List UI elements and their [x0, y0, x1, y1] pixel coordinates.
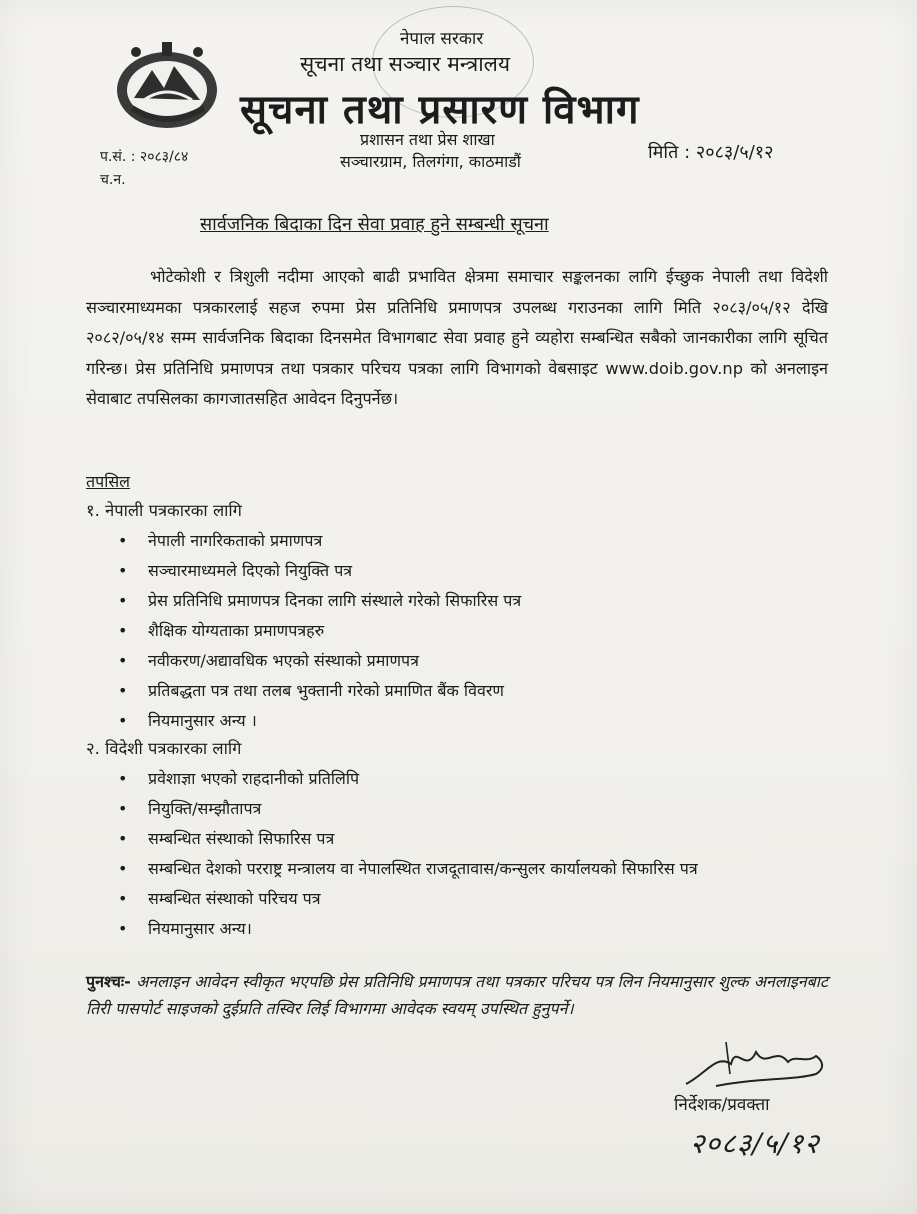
- list-item: • सम्बन्धित देशको परराष्ट्र मन्त्रालय वा नेपालस्थित राजदूतावास/कन्सुलर कार्यालयको सिफारिस पत्र: [118, 858, 838, 880]
- ministry-line: सूचना तथा सञ्चार मन्त्रालय: [300, 52, 511, 76]
- dispatch-number: च.न.: [100, 172, 126, 188]
- list-item: • सञ्चारमाध्यमले दिएको नियुक्ति पत्र: [118, 560, 838, 582]
- section-nepali-heading: १. नेपाली पत्रकारका लागि: [86, 501, 242, 520]
- list-item: • नियुक्ति/सम्झौतापत्र: [118, 798, 838, 820]
- details-heading: तपसिल: [86, 472, 131, 491]
- signatory-title: निर्देशक/प्रवक्ता: [674, 1095, 770, 1115]
- postscript-text: अनलाइन आवेदन स्वीकृत भएपछि प्रेस प्रतिनिधि प्रमाणपत्र तथा पत्रकार परिचय पत्र लिन नियमानुसार शुल्क अनलाइनबाट तिरी पासपोर्ट साइजको दुईप्रति तस्विर लिई विभागमा आवेदक स्वयम् उपस्थित हुनुपर्ने।: [86, 972, 828, 1018]
- list-item: • नेपाली नागरिकताको प्रमाणपत्र: [118, 530, 838, 552]
- branch-line: प्रशासन तथा प्रेस शाखा: [360, 130, 495, 149]
- signed-date: २०८३/५/१२: [690, 1127, 820, 1160]
- notice-subject: सार्वजनिक बिदाका दिन सेवा प्रवाह हुने सम्बन्धी सूचना: [200, 214, 549, 235]
- list-item: • सम्बन्धित संस्थाको परिचय पत्र: [118, 888, 838, 910]
- nepal-emblem-icon: [112, 38, 222, 132]
- letter-date: मिति : २०८३/५/१२: [648, 142, 774, 163]
- address-line: सञ्चारग्राम, तिलगंगा, काठमाडौं: [340, 152, 521, 171]
- notice-body: भोटेकोशी र त्रिशुली नदीमा आएको बाढी प्रभावित क्षेत्रमा समाचार सङ्कलनका लागि ईच्छुक नेपाली तथा विदेशी सञ्चारमाध्यमका पत्रकारलाई सहज रुपमा प्रेस प्रतिनिधि प्रमाणपत्र उपलब्ध गराउनका लागि मिति २०८३/०५/१२ देखि २०८२/०५/१४ सम्म सार्वजनिक बिदाका दिनसमेत विभागबाट सेवा प्रवाह हुने व्यहोरा सम्बन्धित सबैको जानकारीका लागि सूचित गरिन्छ। प्रेस प्रतिनिधि प्रमाणपत्र तथा पत्रकार परिचय पत्रका लागि विभागको वेबसाइट www.doib.gov.np को अनलाइन सेवाबाट तपसिलका कागजातसहित आवेदन दिनुपर्नेछ।: [86, 267, 828, 408]
- department-title: सूचना तथा प्रसारण विभाग: [240, 87, 640, 133]
- letter-number: प.सं. : २०८३/८४: [100, 149, 189, 165]
- nepali-requirements-list: [118, 530, 838, 740]
- foreign-requirements-list: [118, 768, 838, 948]
- government-line: नेपाल सरकार: [400, 29, 484, 49]
- list-item: • नियमानुसार अन्य ।: [118, 710, 838, 732]
- list-item: • शैक्षिक योग्यताका प्रमाणपत्रहरु: [118, 620, 838, 642]
- list-item: • प्रवेशाज्ञा भएको राहदानीको प्रतिलिपि: [118, 768, 838, 790]
- list-item: • प्रेस प्रतिनिधि प्रमाणपत्र दिनका लागि संस्थाले गरेको सिफारिस पत्र: [118, 590, 838, 612]
- postscript: [86, 968, 828, 1022]
- list-item: • नवीकरण/अद्यावधिक भएको संस्थाको प्रमाणपत्र: [118, 650, 838, 672]
- list-item: • सम्बन्धित संस्थाको सिफारिस पत्र: [118, 828, 838, 850]
- signature-icon: [676, 1034, 836, 1094]
- section-foreign-heading: २. विदेशी पत्रकारका लागि: [86, 739, 242, 758]
- list-item: • नियमानुसार अन्य।: [118, 918, 838, 940]
- list-item: • प्रतिबद्धता पत्र तथा तलब भुक्तानी गरेको प्रमाणित बैंक विवरण: [118, 680, 838, 702]
- postscript-label: पुनश्चः-: [86, 972, 131, 991]
